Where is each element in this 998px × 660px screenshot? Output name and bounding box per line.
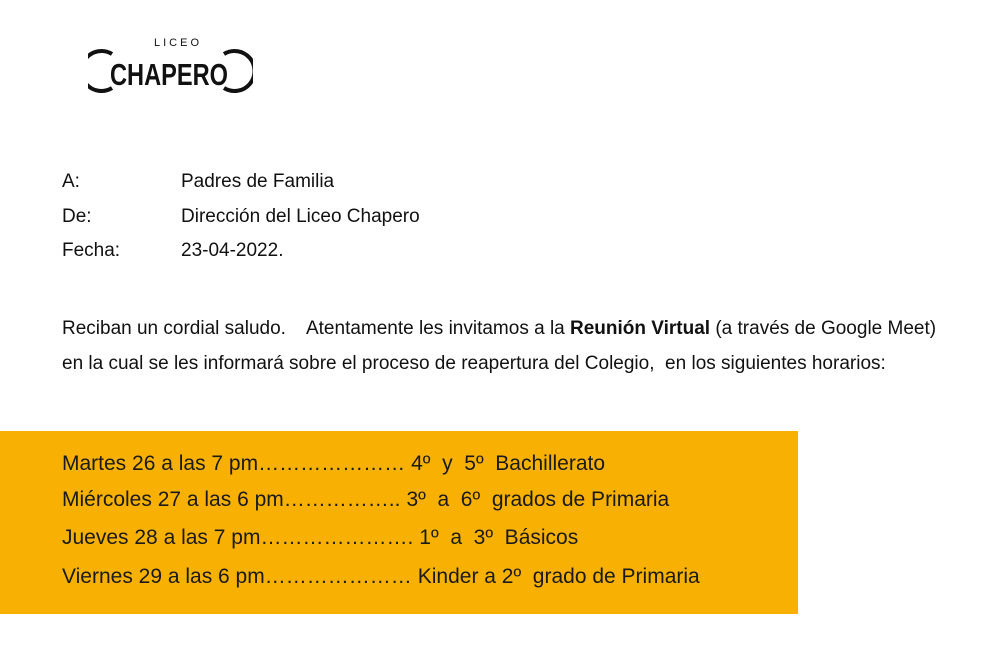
logo-main-text: CHAPERO xyxy=(110,57,228,92)
schedule-when: Jueves 28 a las 7 pm xyxy=(62,526,261,549)
memo-to-value: Padres de Familia xyxy=(181,171,335,192)
body-text-part1: Reciban un cordial saludo. Atentamente les invitamos a la xyxy=(62,318,571,339)
memo-from-value: Dirección del Liceo Chapero xyxy=(181,206,420,227)
memo-date-label: Fecha: xyxy=(62,240,121,261)
schedule-item xyxy=(62,487,669,513)
schedule-item xyxy=(62,564,700,590)
memo-date-value: 23-04-2022. xyxy=(181,240,284,261)
schedule-who: 4º y 5º Bachillerato xyxy=(411,452,606,475)
school-logo xyxy=(88,30,253,96)
schedule-when: Viernes 29 a las 6 pm xyxy=(62,565,265,588)
schedule-when: Miércoles 27 a las 6 pm xyxy=(62,488,284,511)
schedule-who: 1º a 3º Básicos xyxy=(419,526,579,549)
body-text-bold: Reunión Virtual xyxy=(570,318,711,339)
schedule-item xyxy=(62,525,578,551)
memo-to-label: A: xyxy=(62,171,80,192)
body-text-part2: (a través de Google Meet) en la cual se les informará sobre el proceso de reapertura del Colegio, en los siguientes horarios: xyxy=(62,318,942,374)
schedule-who: Kinder a 2º grado de Primaria xyxy=(417,565,700,588)
logo-top-text: LICEO xyxy=(154,37,203,49)
schedule-dots: …………….. xyxy=(283,488,401,511)
schedule-highlight-box xyxy=(0,431,798,614)
schedule-dots: ………………… xyxy=(258,452,406,475)
memo-body xyxy=(62,311,957,381)
liceo-chapero-logo-icon xyxy=(88,30,253,96)
schedule-dots: …………………. xyxy=(260,526,414,549)
memo-from-label: De: xyxy=(62,206,92,227)
schedule-who: 3º a 6º grados de Primaria xyxy=(406,488,670,511)
schedule-when: Martes 26 a las 7 pm xyxy=(62,452,259,475)
schedule-item xyxy=(62,451,605,477)
schedule-dots: ………………… xyxy=(264,565,412,588)
